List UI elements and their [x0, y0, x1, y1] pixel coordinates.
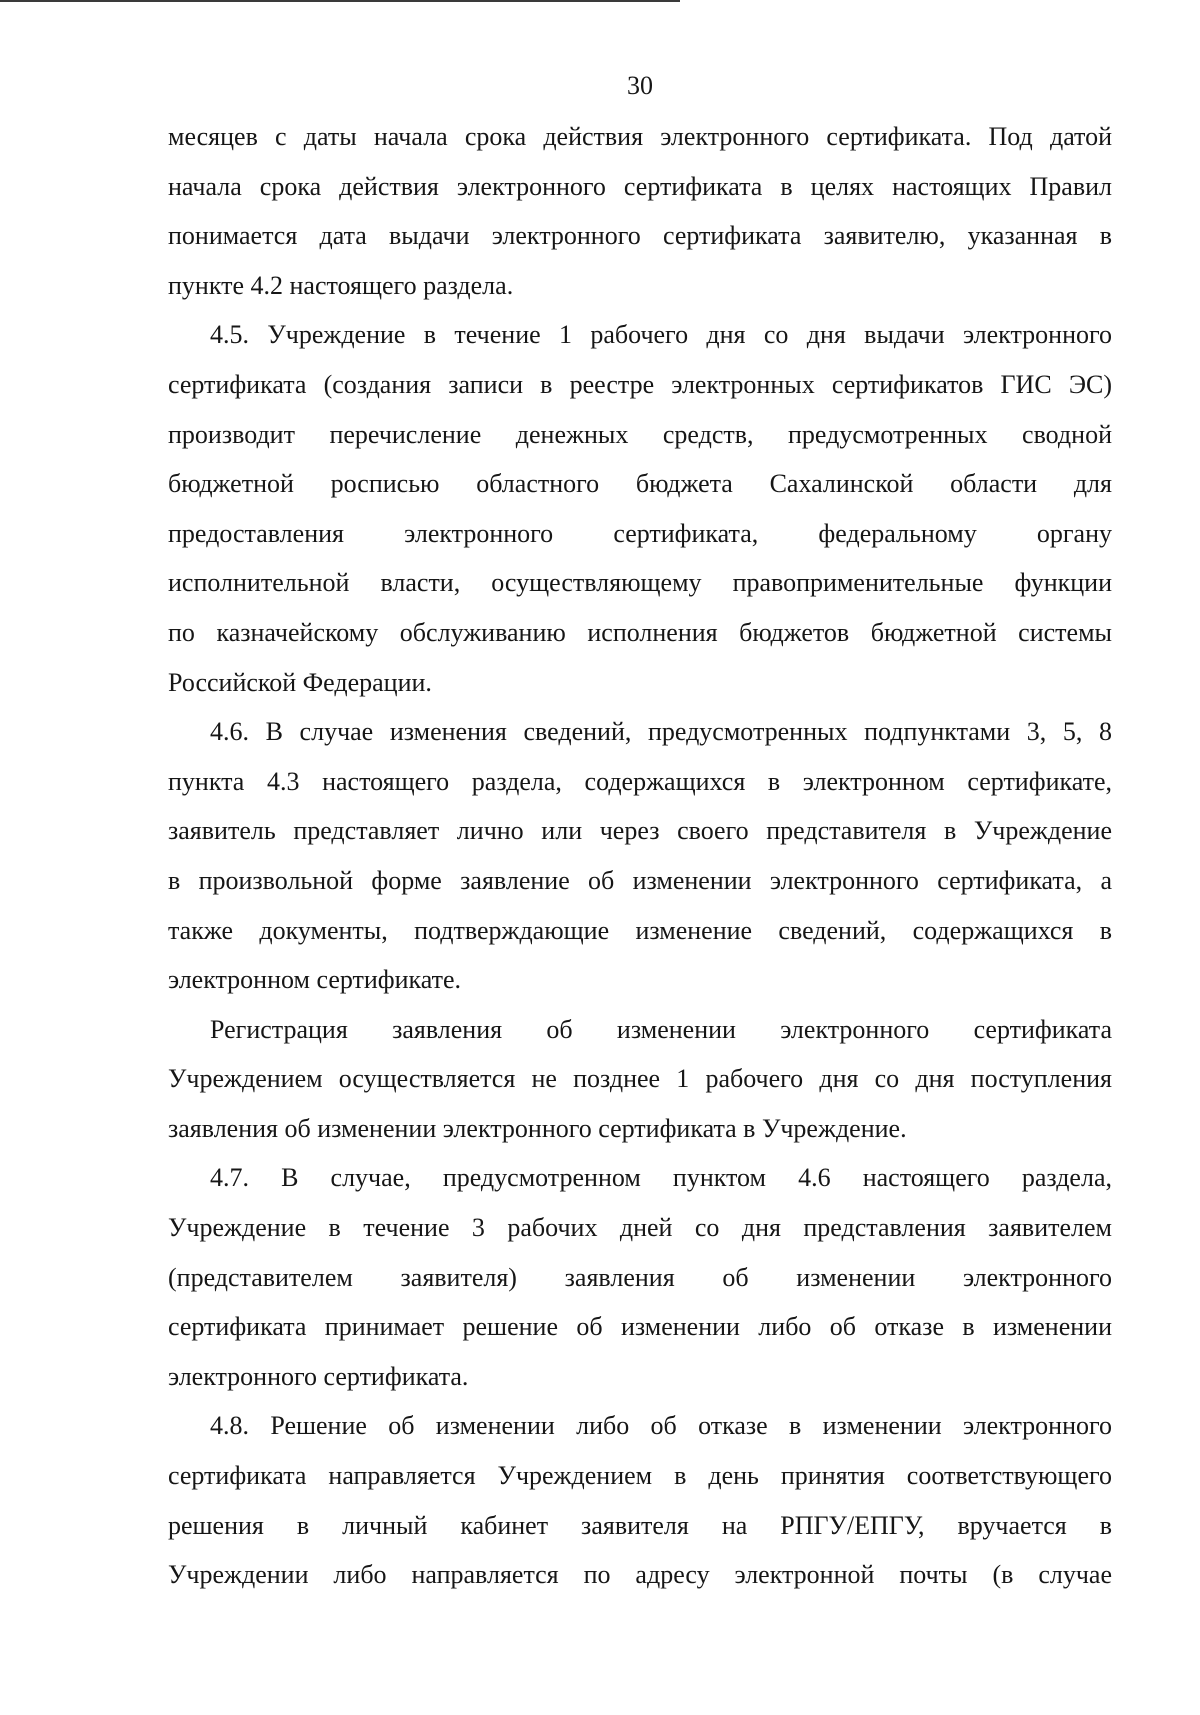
text-line: пункта 4.3 настоящего раздела, содержащихся в электронном сертификате, [168, 766, 1112, 796]
text-line: заявления об изменении электронного сертификата в Учреждение. [168, 1113, 907, 1143]
text-line: 4.5. Учреждение в течение 1 рабочего дня со дня выдачи электронного [210, 320, 1112, 350]
paragraph [168, 707, 1112, 1005]
text-line: начала срока действия электронного сертификата в целях настоящих Правил [168, 171, 1112, 201]
text-line: также документы, подтверждающие изменение сведений, содержащихся в [168, 915, 1112, 945]
text-line: Российской Федерации. [168, 667, 432, 697]
top-rule [0, 0, 680, 2]
text-line: электронном сертификате. [168, 965, 462, 995]
text-line: Учреждении либо направляется по адресу электронной почты (в случае [168, 1560, 1112, 1590]
text-line: 4.8. Решение об изменении либо об отказе в изменении электронного [210, 1411, 1112, 1441]
text-line: 4.7. В случае, предусмотренном пунктом 4.6 настоящего раздела, [210, 1163, 1112, 1193]
paragraph [168, 310, 1112, 707]
text-line: 4.6. В случае изменения сведений, предусмотренных подпунктами 3, 5, 8 [210, 717, 1112, 747]
text-line: в произвольной форме заявление об изменении электронного сертификата, а [168, 865, 1112, 895]
text-line: заявитель представляет лично или через своего представителя в Учреждение [168, 816, 1112, 846]
text-line: Учреждение в течение 3 рабочих дней со дня представления заявителем [168, 1213, 1112, 1243]
text-line: сертификата направляется Учреждением в день принятия соответствующего [168, 1461, 1112, 1491]
document-body [168, 112, 1112, 1600]
text-line: Учреждением осуществляется не позднее 1 рабочего дня со дня поступления [168, 1064, 1112, 1094]
paragraph [168, 1005, 1112, 1154]
text-line: сертификата (создания записи в реестре электронных сертификатов ГИС ЭС) [168, 369, 1112, 399]
text-line: месяцев с даты начала срока действия электронного сертификата. Под датой [168, 122, 1112, 151]
paragraph [168, 1153, 1112, 1401]
text-line: Регистрация заявления об изменении электронного сертификата [210, 1014, 1112, 1044]
text-line: исполнительной власти, осуществляющему правоприменительные функции [168, 568, 1112, 598]
paragraph [168, 1401, 1112, 1599]
text-line: электронного сертификата. [168, 1361, 469, 1391]
text-line: предоставления электронного сертификата, федеральному органу [168, 518, 1112, 548]
text-line: бюджетной росписью областного бюджета Сахалинской области для [168, 469, 1112, 499]
text-line: по казначейскому обслуживанию исполнения бюджетов бюджетной системы [168, 617, 1112, 647]
text-line: понимается дата выдачи электронного сертификата заявителю, указанная в [168, 221, 1112, 251]
paragraph [168, 112, 1112, 310]
text-line: производит перечисление денежных средств, предусмотренных сводной [168, 419, 1112, 449]
text-line: пункте 4.2 настоящего раздела. [168, 270, 514, 300]
page-number: 30 [627, 71, 653, 100]
text-line: (представителем заявителя) заявления об изменении электронного [168, 1262, 1112, 1292]
text-line: сертификата принимает решение об изменении либо об отказе в изменении [168, 1312, 1112, 1342]
text-line: решения в личный кабинет заявителя на РПГУ/ЕПГУ, вручается в [168, 1510, 1112, 1540]
